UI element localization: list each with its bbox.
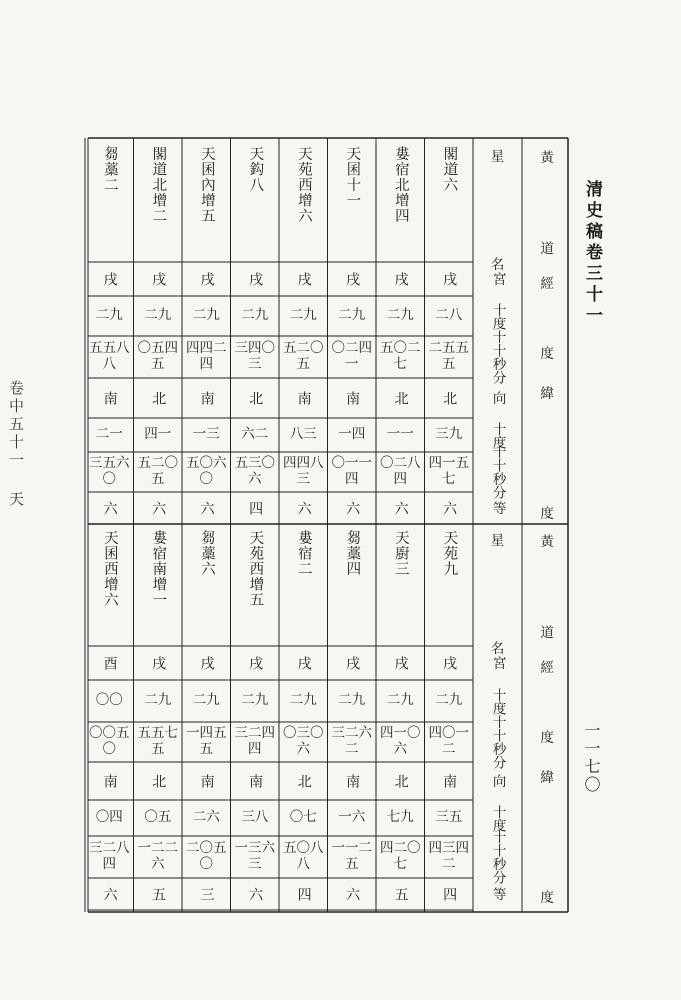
cell-lat_fen: 五〇八八 bbox=[283, 840, 324, 872]
cell-lon_fen: 〇三〇六 bbox=[283, 725, 324, 757]
cell-lat_fen: 一一二五 bbox=[331, 840, 372, 872]
cell-lat_fen: 二〇五〇 bbox=[186, 840, 227, 872]
cell-name: 天廚三 bbox=[392, 530, 409, 577]
cell-dir: 北 bbox=[150, 391, 167, 405]
page-number: 一一七〇 bbox=[582, 722, 601, 794]
cell-lat_du: 一六 bbox=[338, 809, 366, 826]
header-deng: 等 bbox=[489, 887, 506, 901]
header-shi_fen: 十十秒分 bbox=[489, 830, 506, 884]
cell-name: 芻藁二 bbox=[101, 146, 118, 193]
cell-gong: 戌 bbox=[344, 656, 361, 670]
header-star-name bbox=[473, 524, 522, 666]
cell-name: 天苑西增六 bbox=[295, 146, 312, 224]
cell-mag: 六 bbox=[441, 501, 458, 515]
cell-dir: 南 bbox=[198, 391, 215, 405]
cell-lon_fen: 四〇一二 bbox=[428, 725, 469, 757]
cell-lat_fen: 一三六三 bbox=[234, 840, 275, 872]
cell-lat_du: 四一 bbox=[144, 426, 172, 443]
cell-name: 天苑西增五 bbox=[247, 530, 264, 608]
header-gong: 宮 bbox=[489, 656, 506, 670]
cell-mag: 六 bbox=[101, 501, 118, 515]
cell-lon_fen: 五五七五 bbox=[137, 725, 178, 757]
cell-name: 天囷十一 bbox=[344, 146, 361, 208]
cell-lat_fen: 〇二八四 bbox=[380, 455, 421, 487]
cell-gong: 戌 bbox=[198, 656, 215, 670]
cell-dir: 南 bbox=[295, 391, 312, 405]
header-deng: 等 bbox=[489, 501, 506, 515]
header-du: 度 bbox=[537, 346, 554, 360]
cell-name: 天囷西增六 bbox=[101, 530, 118, 608]
running-header: 清史稿卷三十一 bbox=[582, 180, 602, 327]
cell-name: 婁宿南增一 bbox=[150, 530, 167, 608]
cell-lon_du: 二九 bbox=[95, 307, 123, 324]
cell-mag: 五 bbox=[392, 887, 409, 901]
cell-gong: 戌 bbox=[441, 656, 458, 670]
cell-name: 天苑九 bbox=[441, 530, 458, 577]
cell-lat_du: 三五 bbox=[435, 809, 463, 826]
cell-lat_fen: 三五六〇 bbox=[89, 455, 130, 487]
cell-lat_du: 〇五 bbox=[144, 809, 172, 826]
cell-dir: 北 bbox=[247, 391, 264, 405]
cell-dir: 南 bbox=[101, 391, 118, 405]
cell-lat_fen: 五二〇五 bbox=[137, 455, 178, 487]
header-dao: 道 bbox=[537, 241, 554, 255]
header-xiang: 向 bbox=[489, 774, 506, 788]
cell-mag: 四 bbox=[295, 887, 312, 901]
cell-lon_du: 二九 bbox=[338, 692, 366, 709]
cell-dir: 南 bbox=[247, 774, 264, 788]
header-du: 度 bbox=[537, 506, 554, 520]
header-star-name bbox=[473, 140, 522, 282]
cell-lon_fen: 一四五五 bbox=[186, 725, 227, 757]
header-shi_du: 十度 bbox=[489, 302, 506, 330]
cell-gong: 戌 bbox=[441, 272, 458, 286]
cell-mag: 六 bbox=[101, 887, 118, 901]
cell-gong: 戌 bbox=[247, 656, 264, 670]
header-jing: 經 bbox=[537, 660, 554, 674]
header-wei: 緯 bbox=[537, 386, 554, 400]
cell-dir: 北 bbox=[441, 391, 458, 405]
cell-gong: 戌 bbox=[150, 272, 167, 286]
cell-name: 天囷內增五 bbox=[198, 146, 215, 224]
cell-gong: 戌 bbox=[101, 272, 118, 286]
cell-mag: 六 bbox=[198, 501, 215, 515]
cell-mag: 六 bbox=[392, 501, 409, 515]
cell-name: 閣道六 bbox=[441, 146, 458, 193]
header-shi_du: 十度 bbox=[489, 804, 506, 832]
cell-lat_du: 一三 bbox=[192, 426, 220, 443]
header-xiang: 向 bbox=[489, 391, 506, 405]
cell-dir: 北 bbox=[392, 774, 409, 788]
cell-lat_fen: 四二〇七 bbox=[380, 840, 421, 872]
cell-name: 婁宿北增四 bbox=[392, 146, 409, 224]
header-label: 星 bbox=[490, 149, 505, 165]
header-shi_du: 十度 bbox=[489, 687, 506, 715]
header-shi_fen: 十十秒分 bbox=[489, 445, 506, 499]
cell-gong: 戌 bbox=[392, 656, 409, 670]
cell-lon_du: 二九 bbox=[192, 692, 220, 709]
cell-lat_du: 八三 bbox=[289, 426, 317, 443]
cell-lat_fen: 五〇六〇 bbox=[186, 455, 227, 487]
cell-dir: 南 bbox=[441, 774, 458, 788]
cell-lat_fen: 三二八四 bbox=[89, 840, 130, 872]
cell-lon_fen: 三二六二 bbox=[331, 725, 372, 757]
cell-lon_fen: 三四〇三 bbox=[234, 340, 275, 372]
cell-lon_du: 二九 bbox=[435, 692, 463, 709]
cell-lon_du: 二九 bbox=[144, 307, 172, 324]
cell-lon_fen: 四四二四 bbox=[186, 340, 227, 372]
cell-lon_du: 二九 bbox=[144, 692, 172, 709]
cell-lat_du: 二六 bbox=[192, 809, 220, 826]
cell-lon_fen: 五二〇五 bbox=[283, 340, 324, 372]
cell-dir: 北 bbox=[150, 774, 167, 788]
cell-lat_du: 六二 bbox=[241, 426, 269, 443]
cell-mag: 六 bbox=[150, 501, 167, 515]
header-shi_fen: 十十秒分 bbox=[489, 330, 506, 384]
cell-lon_du: 二九 bbox=[241, 692, 269, 709]
cell-lat_du: 一四 bbox=[338, 426, 366, 443]
cell-lon_du: 二九 bbox=[338, 307, 366, 324]
cell-mag: 五 bbox=[150, 887, 167, 901]
cell-lon_fen: 五〇二七 bbox=[380, 340, 421, 372]
header-shi_fen: 十十秒分 bbox=[489, 715, 506, 769]
cell-lon_fen: 四一〇六 bbox=[380, 725, 421, 757]
header-jing: 經 bbox=[537, 276, 554, 290]
cell-name: 天鈎八 bbox=[247, 146, 264, 193]
cell-gong: 戌 bbox=[198, 272, 215, 286]
cell-mag: 六 bbox=[247, 887, 264, 901]
header-gong: 宮 bbox=[489, 272, 506, 286]
header-du: 度 bbox=[537, 890, 554, 904]
header-label: 星 bbox=[490, 533, 505, 549]
cell-lat_fen: 四四八三 bbox=[283, 455, 324, 487]
cell-lat_fen: 四一五七 bbox=[428, 455, 469, 487]
cell-lat_du: 〇七 bbox=[289, 809, 317, 826]
cell-mag: 六 bbox=[344, 887, 361, 901]
cell-mag: 四 bbox=[247, 501, 264, 515]
cell-lon_fen: 三二四四 bbox=[234, 725, 275, 757]
cell-dir: 南 bbox=[101, 774, 118, 788]
cell-mag: 六 bbox=[295, 501, 312, 515]
cell-lat_du: 三八 bbox=[241, 809, 269, 826]
cell-lat_du: 〇四 bbox=[95, 809, 123, 826]
cell-gong: 戌 bbox=[392, 272, 409, 286]
cell-name: 芻藁四 bbox=[344, 530, 361, 577]
header-label: 名 bbox=[490, 256, 505, 273]
cell-lat_fen: 一二二六 bbox=[137, 840, 178, 872]
cell-lon_du: 二九 bbox=[289, 307, 317, 324]
cell-name: 芻藁六 bbox=[198, 530, 215, 577]
cell-lat_du: 一一 bbox=[386, 426, 414, 443]
header-wei: 緯 bbox=[537, 770, 554, 784]
cell-dir: 南 bbox=[344, 774, 361, 788]
cell-dir: 南 bbox=[344, 391, 361, 405]
cell-gong: 戌 bbox=[295, 272, 312, 286]
cell-gong: 戌 bbox=[344, 272, 361, 286]
cell-lon_fen: 〇五四五 bbox=[137, 340, 178, 372]
cell-lon_fen: 〇〇五〇 bbox=[89, 725, 130, 757]
cell-lat_du: 二一 bbox=[95, 426, 123, 443]
cell-mag: 四 bbox=[441, 887, 458, 901]
cell-gong: 酉 bbox=[101, 656, 118, 670]
cell-gong: 戌 bbox=[247, 272, 264, 286]
cell-lon_fen: 二五五五 bbox=[428, 340, 469, 372]
cell-lon_du: 二九 bbox=[241, 307, 269, 324]
cell-name: 婁宿二 bbox=[295, 530, 312, 577]
header-huang: 黃 bbox=[537, 534, 554, 548]
header-dao: 道 bbox=[537, 625, 554, 639]
cell-dir: 南 bbox=[198, 774, 215, 788]
cell-lon_du: 二九 bbox=[192, 307, 220, 324]
cell-lon_du: 二九 bbox=[386, 692, 414, 709]
cell-lon_fen: 〇二四一 bbox=[331, 340, 372, 372]
cell-mag: 三 bbox=[198, 887, 215, 901]
cell-lat_fen: 〇一一四 bbox=[331, 455, 372, 487]
cell-dir: 北 bbox=[392, 391, 409, 405]
cell-lat_fen: 五三〇六 bbox=[234, 455, 275, 487]
header-du: 度 bbox=[537, 730, 554, 744]
cell-lon_du: 二九 bbox=[386, 307, 414, 324]
cell-mag: 六 bbox=[344, 501, 361, 515]
cell-lon_fen: 五五八八 bbox=[89, 340, 130, 372]
cell-lat_du: 三九 bbox=[435, 426, 463, 443]
cell-gong: 戌 bbox=[295, 656, 312, 670]
cell-lon_du: 二九 bbox=[289, 692, 317, 709]
cell-dir: 北 bbox=[295, 774, 312, 788]
side-note: 卷中五十一 天 bbox=[7, 380, 25, 509]
cell-lon_du: 二八 bbox=[435, 307, 463, 324]
header-huang: 黃 bbox=[537, 150, 554, 164]
cell-lat_fen: 四三四二 bbox=[428, 840, 469, 872]
header-label: 名 bbox=[490, 640, 505, 657]
header-shi_du: 十度 bbox=[489, 421, 506, 449]
cell-name: 閣道北增二 bbox=[150, 146, 167, 224]
cell-lat_du: 七九 bbox=[386, 809, 414, 826]
cell-gong: 戌 bbox=[150, 656, 167, 670]
cell-lon_du: 〇〇 bbox=[95, 692, 123, 709]
